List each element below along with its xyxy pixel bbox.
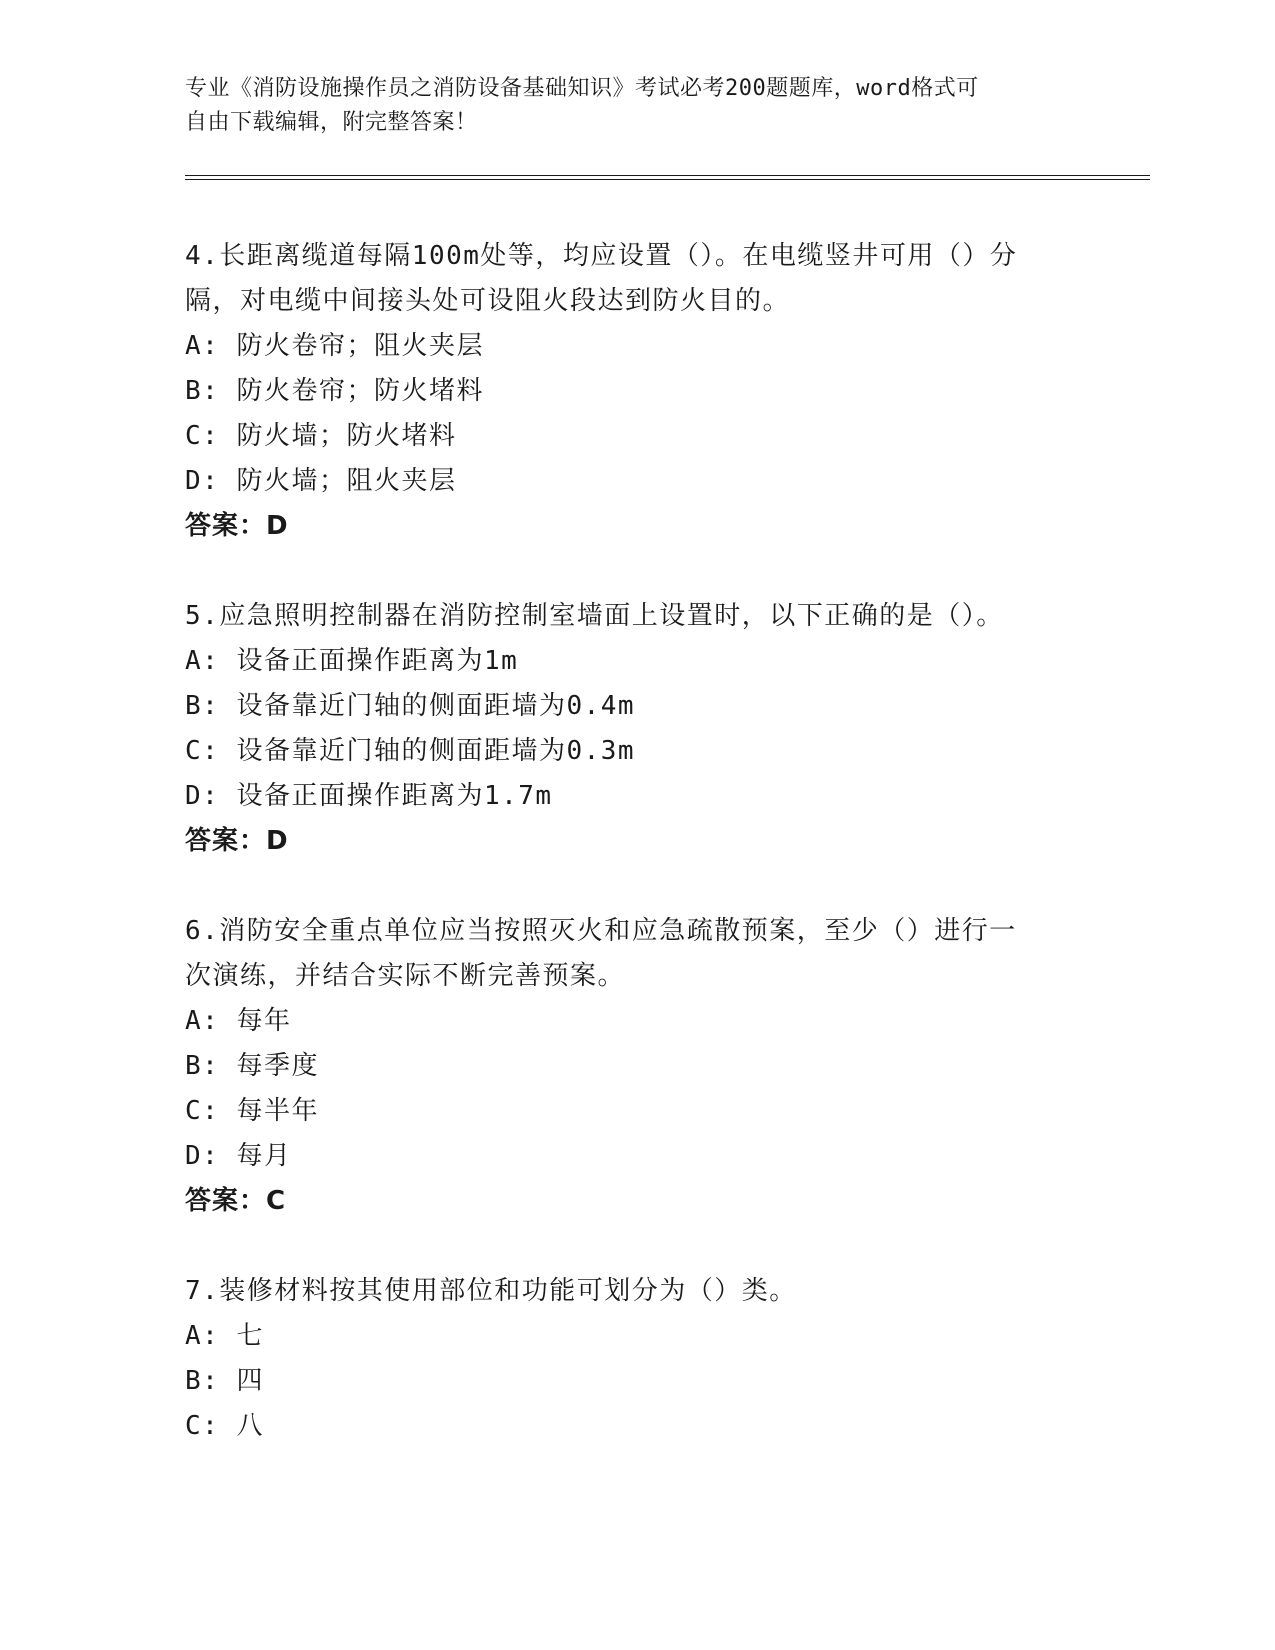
header-title-line-1: 专业《消防设施操作员之消防设备基础知识》考试必考200题题库，word格式可 [185,76,979,101]
option-d: D: 防火墙；阻火夹层 [185,466,457,496]
option-c: C: 防火墙；防火堵料 [185,421,457,451]
option-a: A: 防火卷帘；阻火夹层 [185,331,484,361]
question-stem: 6.消防安全重点单位应当按照灭火和应急疏散预案，至少（）进行一 [185,916,1017,946]
option-c: C: 每半年 [185,1096,319,1126]
question-list [185,234,1085,1494]
question-7 [185,1269,1085,1449]
option-d: D: 设备正面操作距离为1.7m [185,781,553,811]
question-stem: 4.长距离缆道每隔100m处等，均应设置（）。在电缆竖井可用（）分 [185,241,1018,271]
header-divider [185,175,1150,180]
option-a: A: 七 [185,1321,264,1351]
answer-line: 答案：D [185,826,289,856]
question-6 [185,909,1085,1224]
question-5 [185,594,1085,864]
question-4 [185,234,1085,549]
option-b: B: 防火卷帘；防火堵料 [185,376,484,406]
header-title-line-2: 自由下载编辑，附完整答案！ [185,110,478,135]
option-a: A: 每年 [185,1006,292,1036]
option-b: B: 每季度 [185,1051,319,1081]
option-c: C: 八 [185,1411,264,1441]
option-b: B: 设备靠近门轴的侧面距墙为0.4m [185,691,636,721]
question-stem: 次演练，并结合实际不断完善预案。 [185,961,626,991]
document-header [185,72,1085,140]
answer-line: 答案：C [185,1186,287,1216]
option-b: B: 四 [185,1366,264,1396]
answer-line: 答案：D [185,511,289,541]
question-stem: 5.应急照明控制器在消防控制室墙面上设置时，以下正确的是（）。 [185,601,1004,631]
option-a: A: 设备正面操作距离为1m [185,646,519,676]
option-d: D: 每月 [185,1141,292,1171]
option-c: C: 设备靠近门轴的侧面距墙为0.3m [185,736,636,766]
question-stem: 隔，对电缆中间接头处可设阻火段达到防火目的。 [185,286,791,316]
question-stem: 7.装修材料按其使用部位和功能可划分为（）类。 [185,1276,797,1306]
